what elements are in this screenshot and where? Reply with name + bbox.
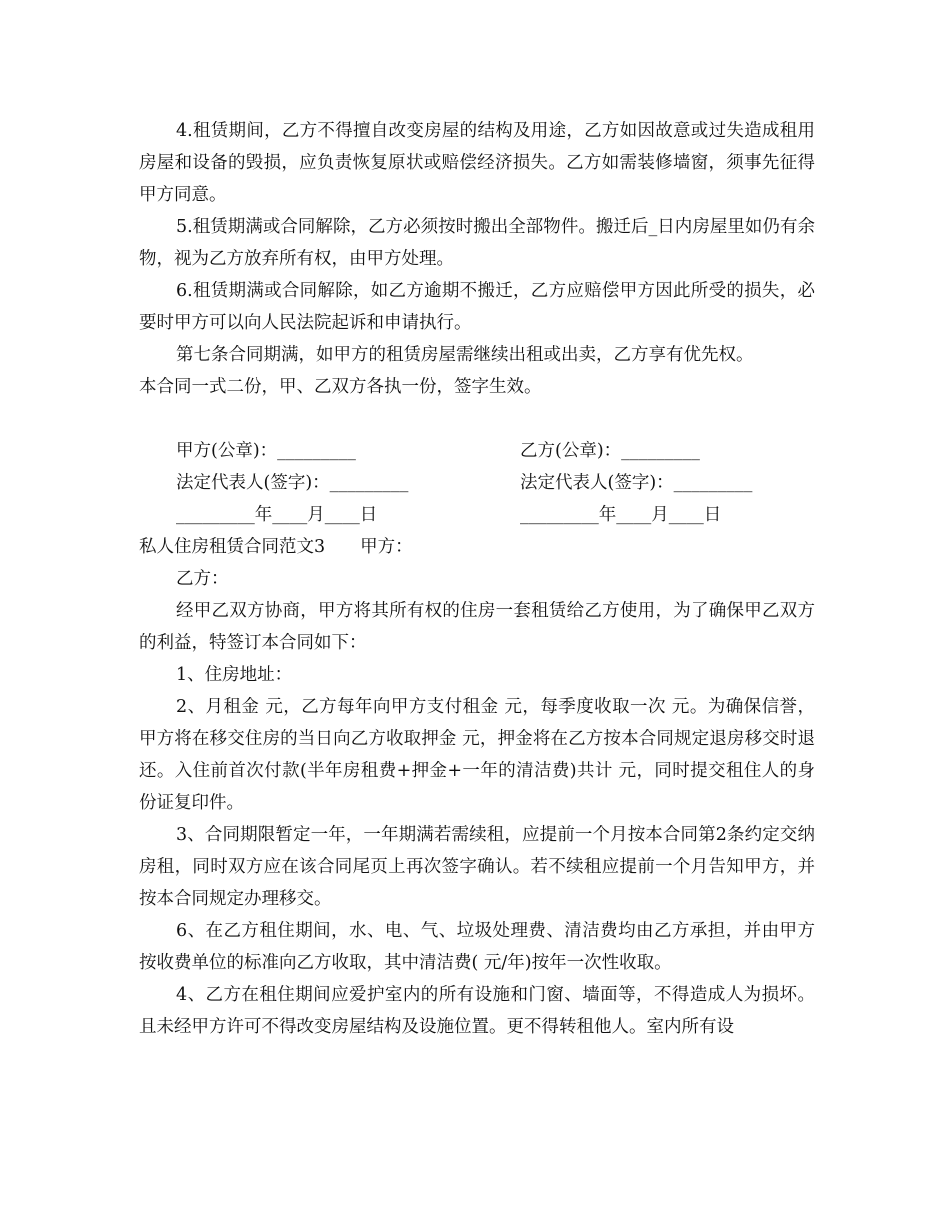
preamble: 经甲乙双方协商，甲方将其所有权的住房一套租赁给乙方使用，为了确保甲乙双方的利益，特签订本合同如下： [139, 601, 815, 653]
party-a-seal-line: 甲方(公章)：_________ [176, 441, 356, 461]
contract-heading: 私人住房租赁合同范文3 甲方： [139, 537, 413, 557]
party-b-label: 乙方： [176, 569, 229, 589]
clause-5-moving-out: 5.租赁期满或合同解除，乙方必须按时搬出全部物件。搬迁后_日内房屋里如仍有余物，视为乙方放弃所有权，由甲方处理。 [139, 217, 815, 269]
clause-6-overdue: 6.租赁期满或合同解除，如乙方逾期不搬迁，乙方应赔偿甲方因此所受的损失，必要时甲方可以向人民法院起诉和申请执行。 [139, 281, 815, 333]
party-b-seal-line: 乙方(公章)：_________ [520, 441, 700, 461]
article-7-priority: 第七条合同期满，如甲方的租赁房屋需继续出租或出卖，乙方享有优先权。 [176, 345, 754, 365]
party-a-date-line: _________年____月____日 [176, 505, 378, 525]
item-3-term: 3、合同期限暂定一年，一年期满若需续租，应提前一个月按本合同第2条约定交纳房租，同时双方应在该合同尾页上再次签字确认。若不续租应提前一个月告知甲方，并按本合同规定办理移交。 [139, 825, 815, 909]
clause-4-renovation: 4.租赁期间，乙方不得擅自改变房屋的结构及用途，乙方如因故意或过失造成租用房屋和设备的毁损，应负责恢复原状或赔偿经济损失。乙方如需装修墙窗，须事先征得甲方同意。 [139, 121, 815, 205]
item-6-utilities: 6、在乙方租住期间，水、电、气、垃圾处理费、清洁费均由乙方承担，并由甲方按收费单位的标准向乙方收取，其中清洁费( 元/年)按年一次性收取。 [139, 921, 815, 973]
contract-terms-bottom [139, 531, 815, 1043]
item-4-care: 4、乙方在租住期间应爱护室内的所有设施和门窗、墙面等，不得造成人为损坏。且未经甲方许可不得改变房屋结构及设施位置。更不得转租他人。室内所有设 [139, 985, 815, 1037]
party-b-date-line: _________年____月____日 [520, 505, 722, 525]
item-2-rent: 2、月租金 元，乙方每年向甲方支付租金 元，每季度收取一次 元。为确保信誉，甲方将在移交住房的当日向乙方收取押金 元，押金将在乙方按本合同规定退房移交时退还。入住前首次付款(半年房租费+押金+一年的清洁费)共计 元，同时提交租住人的身份证复印件。 [139, 697, 815, 813]
copies-statement: 本合同一式二份，甲、乙双方各执一份，签字生效。 [139, 377, 542, 397]
contract-terms-top [139, 115, 815, 403]
party-b-rep-line: 法定代表人(签字)：_________ [520, 473, 753, 493]
item-1-address: 1、住房地址： [176, 665, 293, 685]
party-a-rep-line: 法定代表人(签字)：_________ [176, 473, 409, 493]
